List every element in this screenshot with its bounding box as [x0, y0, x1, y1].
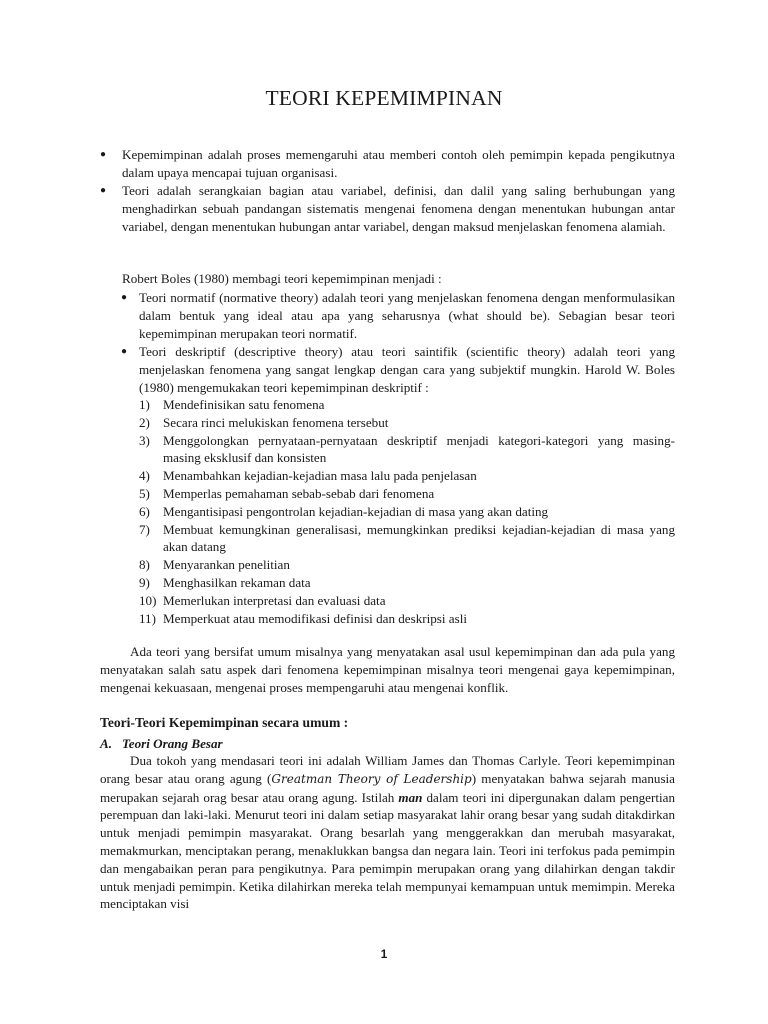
list-number: 6): [139, 503, 150, 519]
page-title: TEORI KEPEMIMPINAN: [265, 86, 503, 110]
sub-bullet-text: Teori deskriptif (descriptive theory) atau teori saintifik (scientific theory) adalah teori yang menjelaskan fenomena yang sangat lengkap dengan cara yang subjektif mungkin. Harold W. Boles (1980) mengemukakan teori kepemimpinan deskriptif :: [139, 344, 675, 395]
list-item: [139, 592, 675, 610]
list-number: 3): [139, 432, 150, 448]
sub-bullet-item: [121, 343, 675, 396]
bullet-text: Teori adalah serangkaian bagian atau variabel, definisi, dan dalil yang saling berhubungan yang menghadirkan sebuah pandangan sistematis mengenai fenomena dengan menentukan hubungan antar variabel, dengan menentukan hubungan antar variabel, dengan maksud menjelaskan fenomena alamiah.: [122, 183, 675, 234]
great-man-text-3: dalam teori ini dipergunakan dalam pengertian perempuan dan laki-laki. Menurut teori ini dalam setiap masyarakat lahir orang besar yang sudah ditakdirkan untuk menjadi pemimpin masyarakat. Orang besarlah yang menggerakkan dan merubah masyarakat, memakmurkan, menciptakan perang, menaklukkan bangsa dan negara lain. Teori ini terfokus pada pemimpin dan mengabaikan peran para pengikutnya. Para pemimpin merupakan orang yang dilahirkan dengan takdir untuk menjadi pemimpin. Ketika dilahirkan mereka telah mempunyai kemampuan untuk memimpin. Mereka menciptakan visi: [100, 789, 675, 912]
list-text: Memperlas pemahaman sebab-sebab dari fenomena: [163, 485, 435, 501]
section-heading: Teori-Teori Kepemimpinan secara umum :: [100, 715, 349, 730]
list-text: Menambahkan kejadian-kejadian masa lalu pada penjelasan: [163, 468, 477, 484]
list-text: Menyarankan penelitian: [163, 557, 290, 573]
subsection-title: Teori Orang Besar: [122, 736, 223, 751]
general-theory-paragraph: Ada teori yang bersifat umum misalnya yang menyatakan asal usul kepemimpinan dan ada pula yang menyatakan salah satu aspek dari fenomena kepemimpinan misalnya teori mengenai gaya kepemimpinan, mengenai kekuasaan, mengenai proses mempengaruhi atau mengenai konflik.: [100, 644, 675, 695]
great-man-text-2: ) menyatakan bahwa sejarah manusia merupakan sejarah orag besar atau orang agung. Istilah: [100, 770, 675, 805]
bullet-item: [100, 182, 675, 235]
great-man-term: Greatman Theory of Leadership: [271, 771, 472, 786]
list-number: 1): [139, 397, 150, 412]
list-item: [139, 396, 675, 414]
bullet-dot-icon: ●: [121, 346, 128, 357]
list-number: 2): [139, 414, 150, 430]
list-item: [139, 610, 675, 628]
list-number: 10): [139, 592, 157, 608]
list-item: [139, 574, 675, 592]
list-item: [139, 556, 675, 574]
boles-intro: Robert Boles (1980) membagi teori kepemimpinan menjadi :: [122, 271, 442, 286]
list-number: 11): [139, 610, 156, 626]
list-text: Menghasilkan rekaman data: [163, 574, 311, 590]
bullet-dot-icon: ●: [121, 292, 128, 303]
bullet-item: [100, 146, 675, 182]
list-text: Mendefinisikan satu fenomena: [163, 397, 325, 412]
great-man-paragraph: [100, 752, 675, 913]
bullet-text: Kepemimpinan adalah proses memengaruhi atau memberi contoh oleh pemimpin kepada pengikutnya dalam upaya mencapai tujuan organisasi.: [122, 147, 675, 180]
sub-bullet-text: Teori normatif (normative theory) adalah teori yang menjelaskan fenomena dengan menformulasikan dalam bentuk yang ideal atau apa yang seharusnya (what should be). Sebagian besar teori kepemimpinan merupakan teori normatif.: [139, 290, 675, 341]
list-number: 5): [139, 485, 150, 501]
man-term: man: [398, 789, 423, 805]
list-number: 9): [139, 574, 150, 590]
list-text: Memerlukan interpretasi dan evaluasi data: [163, 592, 386, 608]
list-item: [139, 414, 675, 432]
list-item: [139, 503, 675, 521]
bullet-dot-icon: ●: [100, 149, 107, 160]
list-text: Secara rinci melukiskan fenomena tersebut: [163, 414, 389, 430]
list-text: Menggolongkan pernyataan-pernyataan deskriptif menjadi kategori-kategori yang masing-masing eksklusif dan konsisten: [163, 432, 675, 466]
subsection-letter: A.: [100, 736, 113, 751]
list-item: [139, 467, 675, 485]
list-text: Membuat kemungkinan generalisasi, memungkinkan prediksi kejadian-kejadian di masa yang akan datang: [163, 521, 675, 555]
great-man-text-1: Dua tokoh yang mendasari teori ini adalah William James dan Thomas Carlyle. Teori kepemimpinan orang besar atau orang agung (: [100, 753, 675, 786]
bullet-dot-icon: ●: [100, 185, 107, 196]
list-item: [139, 521, 675, 557]
list-number: 8): [139, 557, 150, 573]
list-text: Memperkuat atau memodifikasi definisi dan deskripsi asli: [163, 610, 467, 626]
list-item: [139, 485, 675, 503]
list-number: 4): [139, 468, 150, 484]
subsection-heading: [100, 736, 223, 752]
list-text: Mengantisipasi pengontrolan kejadian-kejadian di masa yang akan dating: [163, 503, 549, 519]
numbered-list: [139, 396, 675, 627]
sub-bullet-item: [121, 289, 675, 342]
list-item: [139, 432, 675, 468]
list-number: 7): [139, 521, 150, 537]
page-number: 1: [380, 947, 388, 961]
